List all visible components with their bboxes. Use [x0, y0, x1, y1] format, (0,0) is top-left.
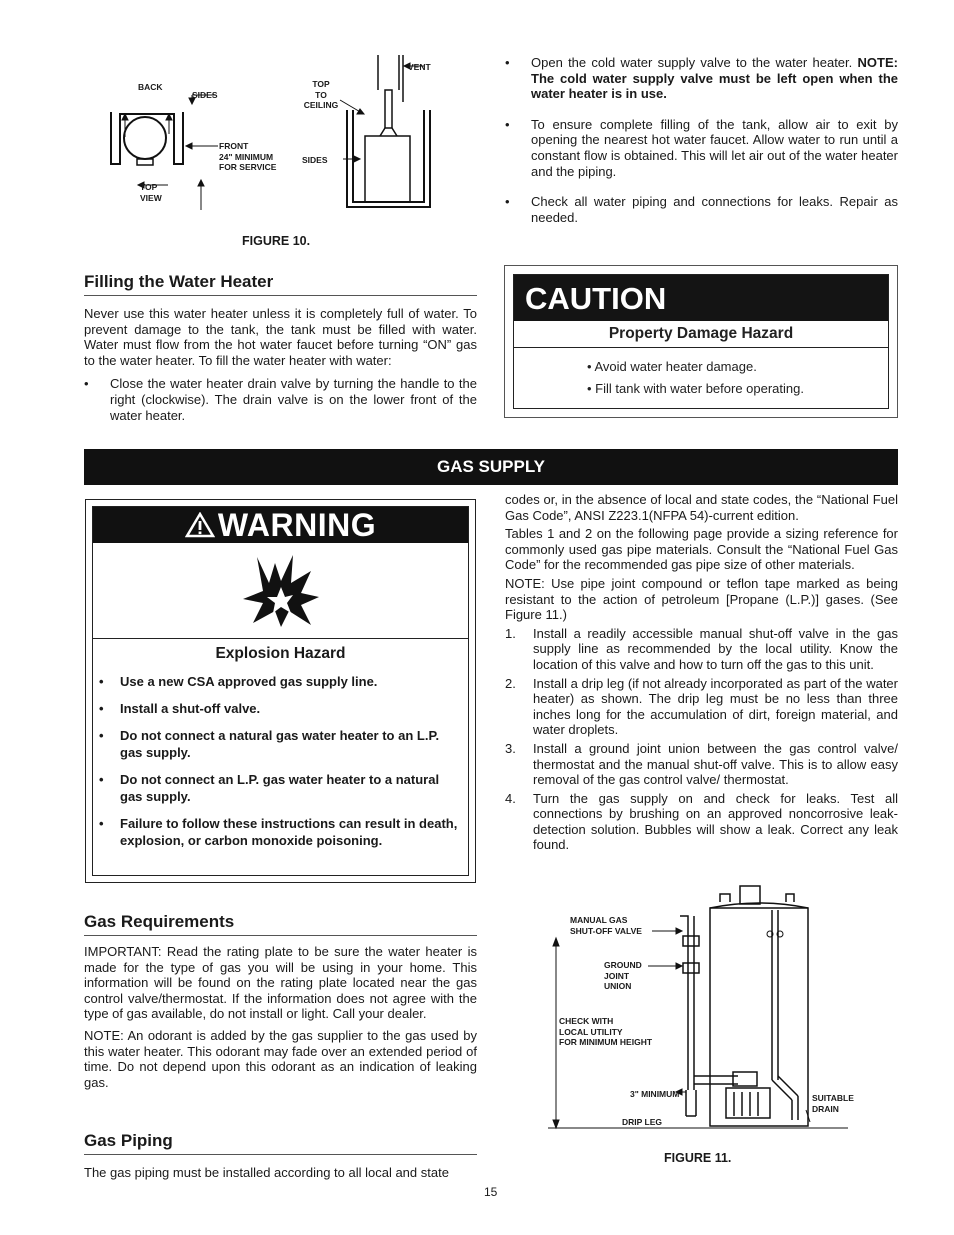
warning-title: WARNING — [217, 506, 377, 543]
warning-item: • Failure to follow these instructions can result in death, explosion, or carbon monoxide poisoning. — [99, 816, 458, 848]
warning-hazard-title: Explosion Hazard — [215, 645, 346, 662]
warning-item: • Use a new CSA approved gas supply line. — [99, 674, 378, 689]
list-item: • Open the cold water supply valve to the water heater. NOTE: The cold water supply valve must be left open when the water heater is in use. — [505, 55, 898, 102]
warning-triangle-icon — [185, 512, 215, 538]
fig10-label-top-to-ceiling: TOP TO CEILING — [303, 79, 339, 110]
paragraph: NOTE: An odorant is added by the gas supplier to the gas used by this water heater. This odorant may fade over an extended period of time. Do not depend upon this odorant as an indication of leaking gas. — [84, 1027, 477, 1090]
paragraph: The gas piping must be installed according to all local and state — [84, 1165, 449, 1180]
filling-section — [84, 272, 477, 423]
paragraph: IMPORTANT: Read the rating plate to be sure the water heater is made for the type of gas you will be using in your home. This information will be found on the rating plate located near the gas control valve/thermostat. If the information does not agree with the type of gas available, do not install or light. Call your dealer. — [84, 944, 477, 1022]
gas-requirements-section — [84, 912, 477, 1090]
warning-item: • Install a shut-off valve. — [99, 701, 261, 716]
fig11-label-three-minimum: 3" MINIMUM — [630, 1089, 680, 1099]
caution-item: • Avoid water heater damage. — [587, 359, 757, 374]
explosion-icon — [241, 553, 321, 629]
figure-10-caption: FIGURE 10. — [242, 234, 311, 248]
page-number: 15 — [484, 1185, 498, 1199]
paragraph: Tables 1 and 2 on the following page provide a sizing reference for commonly used gas pipe materials. Consult the “National Fuel Gas Code” for the recommended gas pipe size of other materials. — [505, 526, 898, 573]
fig10-label-front: FRONT 24" MINIMUM FOR SERVICE — [219, 141, 277, 172]
warning-item: • Do not connect an L.P. gas water heater to a natural gas supply. — [99, 772, 440, 804]
caution-box — [504, 265, 898, 418]
figure-11-caption: FIGURE 11. — [664, 1151, 732, 1165]
gas-supply-banner: GAS SUPPLY — [84, 449, 898, 485]
section-heading: Filling the Water Heater — [84, 272, 477, 296]
warning-item: • Do not connect a natural gas water heater to an L.P. gas supply. — [99, 728, 440, 760]
fig11-label-drip-leg: DRIP LEG — [622, 1117, 662, 1127]
gas-piping-section — [84, 1131, 477, 1181]
fig10-label-back: BACK — [138, 82, 163, 92]
fig11-label-manual-gas: MANUAL GAS SHUT-OFF VALVE — [570, 915, 642, 936]
fig10-label-vent: VENT — [408, 62, 431, 72]
fig11-label-check-utility: CHECK WITH LOCAL UTILITY FOR MINIMUM HEIGHT — [559, 1016, 653, 1047]
caution-title: CAUTION — [514, 275, 888, 321]
fill-steps-list — [505, 55, 898, 225]
paragraph: NOTE: Use pipe joint compound or teflon tape marked as being resistant to the action of petroleum [Propane (L.P.)] gases. (See Figure 11.) — [505, 575, 898, 623]
fig10-label-sides-side: SIDES — [302, 155, 328, 165]
fig11-label-suitable-drain: SUITABLE DRAIN — [812, 1093, 854, 1114]
fig10-label-top-view: TOP VIEW — [140, 182, 162, 203]
caution-item: • Fill tank with water before operating. — [587, 381, 804, 396]
list-item: • Check all water piping and connections for leaks. Repair as needed. — [505, 194, 898, 225]
gas-piping-continued — [505, 492, 898, 853]
section-heading: Gas Requirements — [84, 912, 477, 936]
list-item: • To ensure complete filling of the tank, allow air to exit by opening the nearest hot water faucet. Allow water to run until a constant flow is obtained. This will let air out of the water heater and the piping. — [505, 116, 898, 179]
filling-paragraph: Never use this water heater unless it is completely full of water. To prevent damage to the tank, the tank must be filled with water. Water must flow from the hot water faucet before turning “ON” gas to the water heater. To fill the water heater with water: — [84, 306, 477, 368]
caution-subtitle: Property Damage Hazard — [514, 321, 888, 348]
fig11-label-ground-joint-union: GROUND JOINT UNION — [604, 960, 642, 991]
list-item: • Close the water heater drain valve by turning the handle to the right (clockwise). The drain valve is on the lower front of the water heater. — [84, 376, 477, 423]
list-item: 4. Turn the gas supply on and check for leaks. Test all connections by brushing on an approved noncorrosive leak-detection solution. Bubbles will show a leak. Correct any leak found. — [505, 790, 898, 853]
list-item: 2. Install a drip leg (if not already incorporated as part of the water heater) as shown. The drip leg must be no less than three inches long for the accumulation of dirt, foreign material, and water droplets. — [505, 675, 898, 738]
fig10-label-sides: SIDES — [192, 90, 218, 100]
warning-box — [85, 499, 476, 883]
list-item: 1. Install a readily accessible manual shut-off valve in the gas supply line as recommended by the local utility. Know the location of this valve and how to turn off the gas to this unit. — [505, 625, 898, 672]
section-heading: Gas Piping — [84, 1131, 477, 1155]
list-item: 3. Install a ground joint union between the gas control valve/ thermostat and the manual shut-off valve. This is to allow easy removal of the gas control valve/ thermostat. — [505, 740, 898, 788]
paragraph: codes or, in the absence of local and state codes, the “National Fuel Gas Code”, ANSI Z223.1(NFPA 54)-current edition. — [505, 492, 898, 523]
